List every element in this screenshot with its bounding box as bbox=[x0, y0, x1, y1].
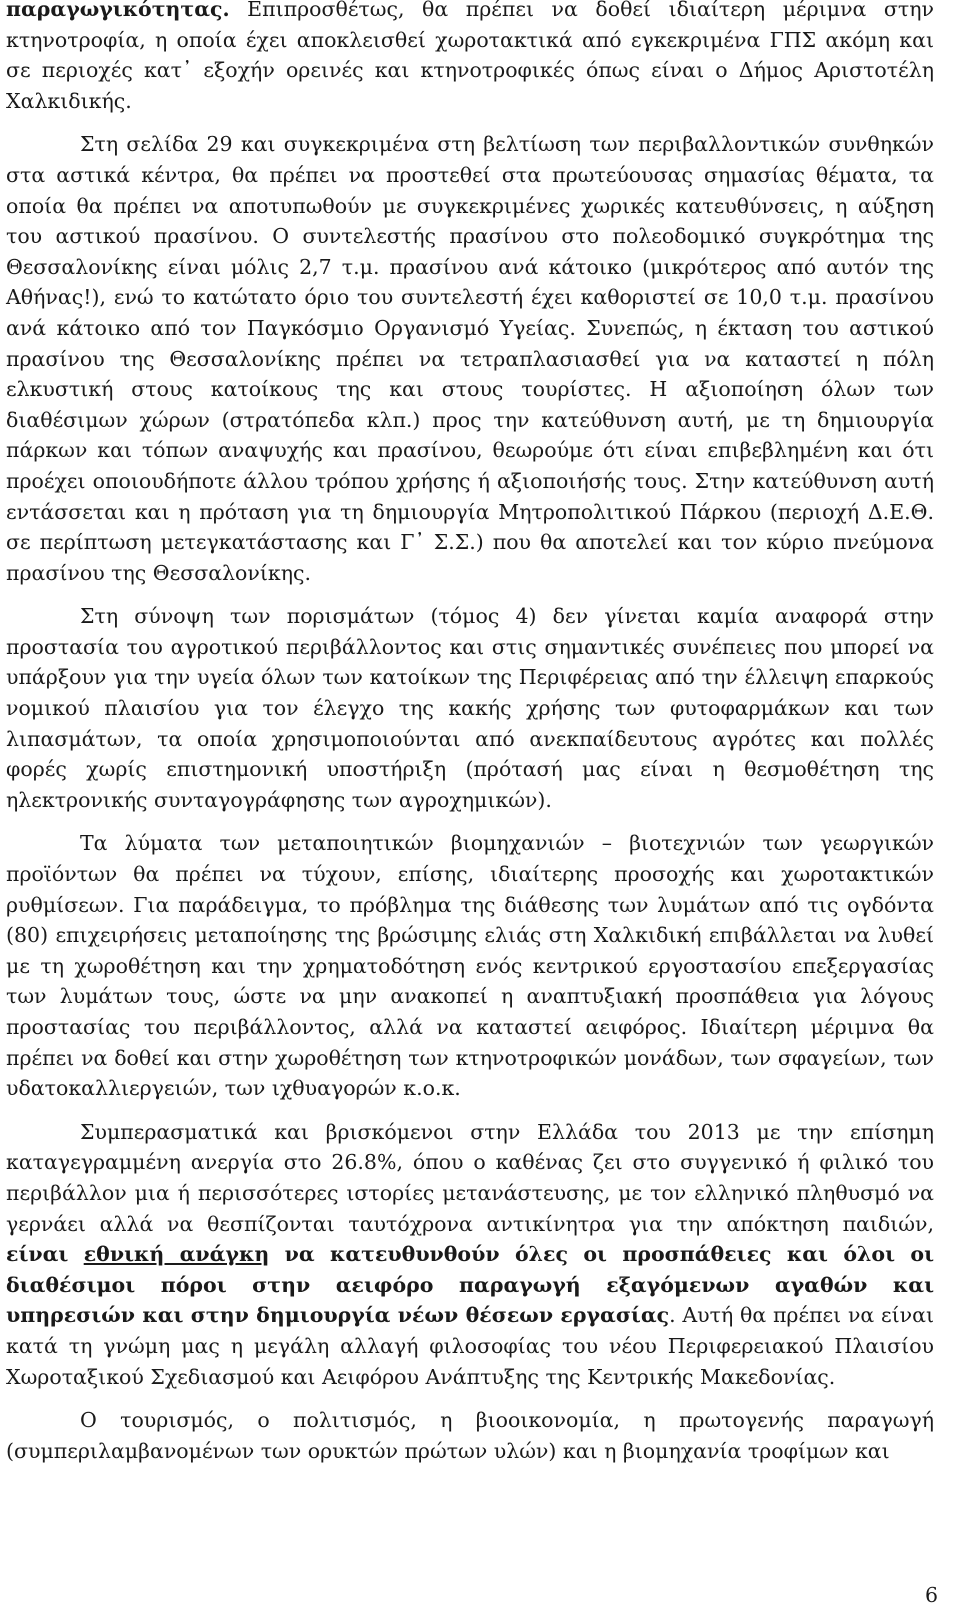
paragraph-text: Στη σύνοψη των πορισμάτων (τόμος 4) δεν γίνεται καμία αναφορά στην προστασία του αγροτικού περιβάλλοντος και στις σημαντικές συνέπειες που μπορεί να υπάρξουν για την υγεία όλων των κατοίκων της Περιφέρειας από την έλλειψη επαρκούς νομικού πλαισίου για τον έλεγχο της κακής χρήσης των φυτοφαρμάκων και των λιπασμάτων, τα οποία χρησιμοποιούνται από ανεκπαίδευτους αγρότες και πολλές φορές χωρίς επιστημονική υποστήριξη (πρότασή μας είναι η θεσμοθέτηση της ηλεκτρονικής συνταγογράφησης των αγροχημικών). bbox=[6, 604, 934, 812]
paragraph bbox=[6, 0, 934, 116]
emphasized-text: είναι bbox=[6, 1242, 84, 1267]
paragraph bbox=[6, 129, 934, 588]
paragraph-text: Συμπερασματικά και βρισκόμενοι στην Ελλάδα του 2013 με την επίσημη καταγεγραμμένη ανεργία στο 26.8%, όπου ο καθένας ζει στο συγγενικό ή φιλικό του περιβάλλον μια ή περισσότερες ιστορίες μετανάστευσης, με τον ελληνικό πληθυσμό να γερνάει αλλά να θεσπίζονται ταυτόχρονα αντικίνητρα για την απόκτηση παιδιών, bbox=[6, 1119, 934, 1236]
paragraph bbox=[6, 1117, 934, 1392]
paragraph bbox=[6, 601, 934, 815]
emphasized-text: να κατευθυνθούν όλες οι προσπάθειες και όλοι οι διαθέσιμοι πόροι στην αειφόρο παραγωγή εξαγόμενων αγαθών και υπηρεσιών και στην δημιουργία νέων θέσεων εργασίας bbox=[6, 1242, 934, 1328]
paragraph-text: Ο τουρισμός, ο πολιτισμός, η βιοοικονομία, η πρωτογενής παραγωγή (συμπεριλαμβανομένων των ορυκτών πρώτων υλών) και η βιομηχανία τροφίμων και bbox=[6, 1408, 934, 1463]
paragraph bbox=[6, 828, 934, 1103]
emphasized-text: εθνική ανάγκη bbox=[83, 1242, 270, 1267]
page-number: 6 bbox=[924, 1583, 938, 1607]
paragraph-text: Τα λύματα των μεταποιητικών βιομηχανιών – βιοτεχνιών των γεωργικών προϊόντων θα πρέπει να τύχουν, επίσης, ιδιαίτερης προσοχής και χωροτακτικών ρυθμίσεων. Για παράδειγμα, το πρόβλημα της διάθεσης των λυμάτων από τις ογδόντα (80) επιχειρήσεις μεταποίησης της βρώσιμης ελιάς στη Χαλκιδική επιβάλλεται να λυθεί με τη χωροθέτηση και την χρηματοδότηση ενός κεντρικού εργοστασίου επεξεργασίας των λυμάτων τους, ώστε να μην ανακοπεί η αναπτυξιακή προσπάθεια για λόγους προστασίας του περιβάλλοντος, αλλά να καταστεί αειφόρος. Ιδιαίτερη μέριμνα θα πρέπει να δοθεί και στην χωροθέτηση των κτηνοτροφικών μονάδων, των σφαγείων, των υδατοκαλλιεργειών, των ιχθυαγορών κ.ο.κ. bbox=[6, 831, 934, 1101]
paragraph-text: Επιπροσθέτως, θα πρέπει να δοθεί ιδιαίτερη μέριμνα στην κτηνοτροφία, η οποία έχει αποκλεισθεί χωροτακτικά από εγκεκριμένα ΓΠΣ ακόμη και σε περιοχές κατ᾽ εξοχήν ορεινές και κτηνοτροφικές όπως είναι ο Δήμος Αριστοτέλη Χαλκιδικής. bbox=[6, 0, 934, 113]
paragraph-text: . Αυτή θα πρέπει να είναι κατά τη γνώμη μας η μεγάλη αλλαγή φιλοσοφίας του νέου Περιφερειακού Πλαισίου Χωροταξικού Σχεδιασμού και Αειφόρου Ανάπτυξης της Κεντρικής Μακεδονίας. bbox=[6, 1303, 935, 1389]
paragraph bbox=[6, 1405, 934, 1466]
document-body bbox=[6, 0, 934, 1466]
emphasized-text: παραγωγικότητας. bbox=[6, 0, 230, 21]
paragraph-text: Στη σελίδα 29 και συγκεκριμένα στη βελτίωση των περιβαλλοντικών συνθηκών στα αστικά κέντρα, θα πρέπει να προστεθεί στα πρωτεύουσας σημασίας θέματα, τα οποία θα πρέπει να αποτυπωθούν με συγκεκριμένες χωρικές κατευθύνσεις, η αύξηση του αστικού πρασίνου. Ο συντελεστής πρασίνου στο πολεοδομικό συγκρότημα της Θεσσαλονίκης είναι μόλις 2,7 τ.μ. πρασίνου ανά κάτοικο (μικρότερος από αυτόν της Αθήνας!), ενώ το κατώτατο όριο του συντελεστή έχει καθοριστεί σε 10,0 τ.μ. πρασίνου ανά κάτοικο από τον Παγκόσμιο Οργανισμό Υγείας. Συνεπώς, η έκταση του αστικού πρασίνου της Θεσσαλονίκης πρέπει να τετραπλασιασθεί για να καταστεί η πόλη ελκυστική στους κατοίκους της και στους τουρίστες. Η αξιοποίηση όλων των διαθέσιμων χώρων (στρατόπεδα κλπ.) προς την κατεύθυνση αυτή, με τη δημιουργία πάρκων και τόπων αναψυχής και πρασίνου, θεωρούμε ότι είναι επιβεβλημένη και ότι προέχει οποιουδήποτε άλλου τρόπου χρήσης ή αξιοποιήσής τους. Στην κατεύθυνση αυτή εντάσσεται και η πρόταση για τη δημιουργία Μητροπολιτικού Πάρκου (περιοχή Δ.Ε.Θ. σε περίπτωση μετεγκατάστασης και Γ᾽ Σ.Σ.) που θα αποτελεί και τον κύριο πνεύμονα πρασίνου της Θεσσαλονίκης. bbox=[6, 132, 934, 585]
